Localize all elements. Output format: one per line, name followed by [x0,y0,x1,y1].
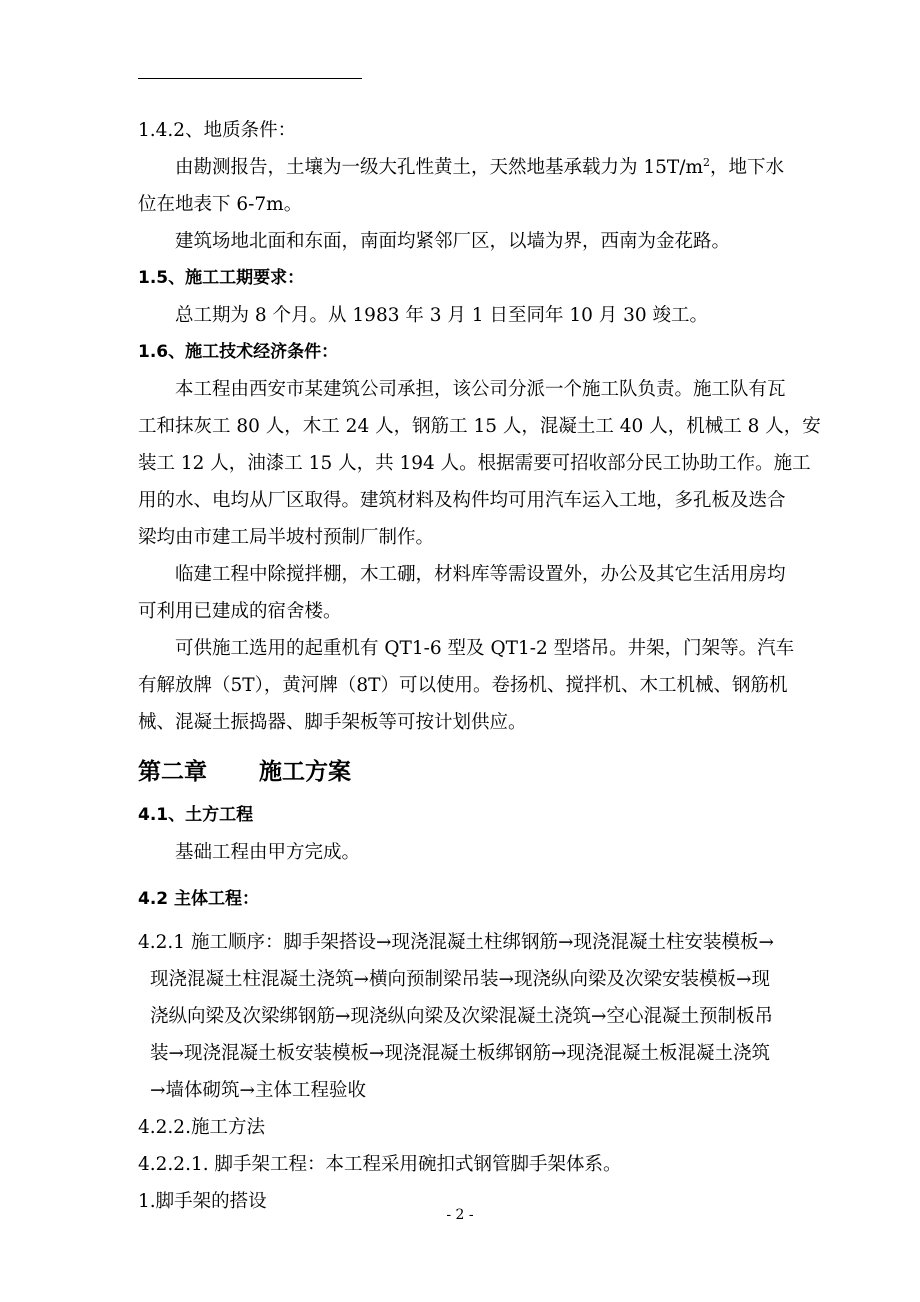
construction-sequence-line: 现浇混凝土柱混凝土浇筑→横向预制梁吊装→现浇纵向梁及次梁安装模板→现 [150,969,771,990]
paragraph-line: 由勘测报告，土壤为一级大孔性黄土，天然地基承载力为 $15T/m^2$，地下水 [175,155,785,178]
document-body [138,112,821,1220]
paragraph-line: 建筑场地北面和东面，南面均紧邻厂区，以墙为界，西南为金花路。 [175,231,731,252]
paragraph-line: 总工期为 8 个月。从 1983 年 3 月 1 日至同年 10 月 30 竣工。 [175,305,709,326]
paragraph-line: 装工 12 人，油漆工 15 人，共 194 人。根据需要可招收部分民工协助工作。施工 [138,453,811,474]
list-item: 1.脚手架的搭设 [138,1191,267,1212]
section-1-5-heading: 1.5、施工工期要求： [138,268,305,288]
chapter-title: 施工方案 [259,759,351,785]
paragraph-line: 有解放牌（5T），黄河牌（8T）可以使用。卷扬机、搅拌机、木工机械、钢筋机 [138,675,788,696]
construction-sequence-line: 浇纵向梁及次梁绑钢筋→现浇纵向梁及次梁混凝土浇筑→空心混凝土预制板吊 [150,1006,774,1027]
construction-sequence-line: 装→现浇混凝土板安装模板→现浇混凝土板绑钢筋→现浇混凝土板混凝土浇筑 [150,1043,771,1064]
paragraph-line: 械、混凝土振捣器、脚手架板等可按计划供应。 [138,712,527,733]
paragraph-line: 用的水、电均从厂区取得。建筑材料及构件均可用汽车运入工地，多孔板及迭合 [138,490,786,511]
chapter-heading [138,747,788,797]
spacer [138,871,788,881]
paragraph-line: 基础工程由甲方完成。 [175,842,361,863]
paragraph-line: 可利用已建成的宿舍楼。 [138,601,342,622]
section-4-1-heading: 4.1、土方工程 [138,805,254,825]
paragraph-line: 工和抹灰工 80 人，木工 24 人，钢筋工 15 人，混凝土工 40 人，机械工 8 人，安 [138,416,821,437]
section-4-2-2-1-heading: 4.2.2.1. 脚手架工程：本工程采用碗扣式钢管脚手架体系。 [138,1154,622,1175]
paragraph-line: 可供施工选用的起重机有 QT1-6 型及 QT1-2 型塔吊。井架，门架等。汽车 [175,638,795,659]
page-number: - 2 - [446,1207,474,1223]
paragraph-line: 本工程由西安市某建筑公司承担，该公司分派一个施工队负责。施工队有瓦 [175,379,786,400]
section-1-4-2-heading: 1.4.2、地质条件： [138,120,297,141]
header-rule [138,78,362,79]
section-4-2-heading: 4.2 主体工程： [138,889,260,909]
construction-sequence-line: 4.2.1 施工顺序：脚手架搭设→现浇混凝土柱绑钢筋→现浇混凝土柱安装模板→ [138,932,774,953]
paragraph-line: 临建工程中除搅拌棚，木工硼，材料库等需设置外，办公及其它生活用房均 [175,564,786,585]
section-1-6-heading: 1.6、施工技术经济条件： [138,342,339,362]
section-4-2-2-heading: 4.2.2.施工方法 [138,1117,265,1138]
chapter-number: 第二章 [138,759,207,785]
paragraph-line: 位在地表下 6-7m。 [138,194,303,215]
construction-sequence-line: →墙体砌筑→主体工程验收 [150,1080,367,1101]
paragraph-line: 梁均由市建工局半坡村预制厂制作。 [138,527,435,548]
